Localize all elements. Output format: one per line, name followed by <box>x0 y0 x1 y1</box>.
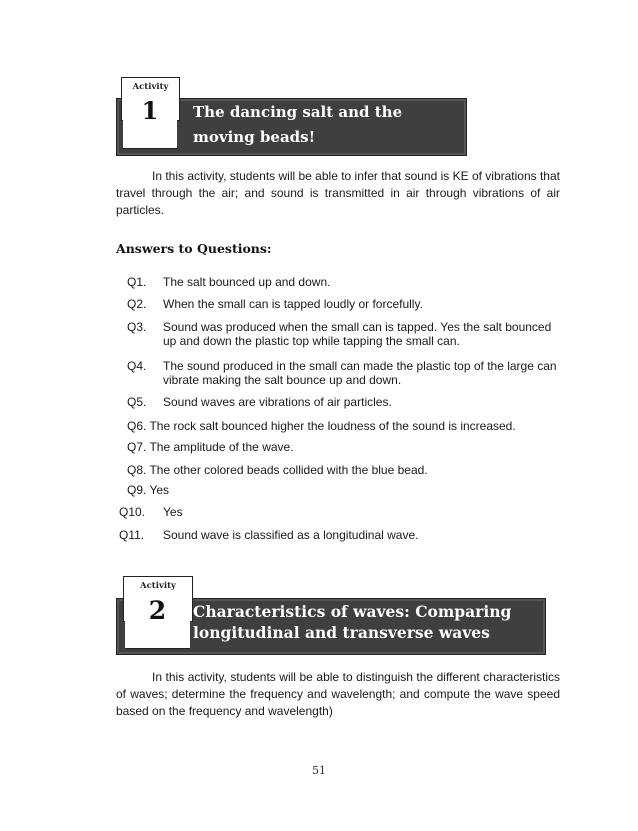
answer-q1 <box>127 275 567 289</box>
answer-q9: Q9. Yes <box>127 483 170 497</box>
activity-2-title-line-2: longitudinal and transverse waves <box>193 623 490 642</box>
answer-q7: Q7. The amplitude of the wave. <box>127 440 294 454</box>
answer-q3 <box>127 320 567 348</box>
answer-number: Q10. <box>119 505 146 519</box>
activity-2-intro <box>116 669 560 720</box>
answer-text: Sound waves are vibrations of air particles. <box>163 395 392 409</box>
answer-text: When the small can is tapped loudly or forcefully. <box>163 297 423 311</box>
answer-q11 <box>119 528 559 542</box>
answer-text-continued: vibrate making the salt bounce up and down. <box>163 373 402 387</box>
answer-number: Q3. <box>127 320 147 334</box>
activity-2-number: 2 <box>148 596 167 625</box>
activity-1-intro <box>116 168 560 219</box>
activity-1-title-line-1: The dancing salt and the <box>193 103 403 121</box>
answer-number: Q1. <box>127 275 147 289</box>
answer-text: Sound wave is classified as a longitudinal wave. <box>163 528 419 542</box>
answer-number: Q5. <box>127 395 147 409</box>
activity-2-intro-line-3: based on the frequency and wavelength) <box>116 704 333 718</box>
activity-1-tab-label: Activity <box>132 82 169 92</box>
activity-1-intro-line-1: In this activity, students will be able to infer that sound is KE of vibrations that <box>152 169 560 183</box>
page-number: 51 <box>312 764 326 777</box>
answers-heading: Answers to Questions: <box>116 241 272 256</box>
answer-text-continued: up and down the plastic top while tapping the small can. <box>163 334 460 348</box>
activity-2-intro-line-1: In this activity, students will be able to distinguish the different characteristics <box>152 670 560 684</box>
answer-number: Q11. <box>119 528 145 542</box>
answer-number: Q4. <box>127 359 147 373</box>
answer-q5 <box>127 395 567 409</box>
answer-q8: Q8. The other colored beads collided with the blue bead. <box>127 463 428 477</box>
activity-1-number-box <box>123 94 177 149</box>
answer-q2 <box>127 297 567 311</box>
activity-1-intro-line-2: travel through the air; and sound is transmitted in air through vibrations of air <box>116 186 560 200</box>
answer-q10 <box>119 505 559 519</box>
activity-2-number-box <box>125 593 190 649</box>
activity-2-intro-line-2: of waves; determine the frequency and wavelength; and compute the wave speed <box>116 687 560 701</box>
activity-1-title-line-2: moving beads! <box>193 128 316 146</box>
answer-text: The salt bounced up and down. <box>163 275 331 289</box>
activity-2-tab-label: Activity <box>140 581 176 591</box>
answer-number: Q2. <box>127 297 147 311</box>
answer-q4 <box>127 359 567 387</box>
activity-1-number: 1 <box>141 96 159 125</box>
answer-text: Yes <box>163 505 183 519</box>
activity-1-intro-line-3: particles. <box>116 203 165 217</box>
answer-q6: Q6. The rock salt bounced higher the loudness of the sound is increased. <box>127 419 516 433</box>
answer-text: The sound produced in the small can made the plastic top of the large can <box>163 359 557 373</box>
activity-2-title-line-1: Characteristics of waves: Comparing <box>193 602 512 621</box>
answer-text: Sound was produced when the small can is tapped. Yes the salt bounced <box>163 320 552 334</box>
